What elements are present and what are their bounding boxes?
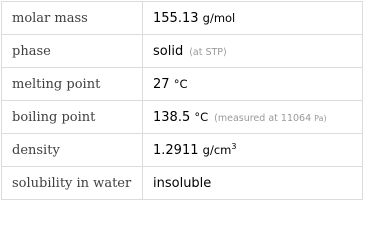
phase-value: solid	[153, 43, 184, 59]
molar-mass-value: 155.13	[153, 10, 199, 26]
row-label: boiling point	[2, 101, 143, 134]
melting-point-value: 27	[153, 76, 170, 92]
row-label: density	[2, 134, 143, 167]
row-value	[143, 167, 363, 200]
table-row	[2, 167, 363, 200]
row-value	[143, 2, 363, 35]
boiling-point-unit: °C	[194, 109, 209, 124]
row-value	[143, 35, 363, 68]
row-value	[143, 68, 363, 101]
table-row	[2, 35, 363, 68]
properties-table	[1, 1, 363, 200]
table-row	[2, 134, 363, 167]
solubility-value: insoluble	[153, 175, 212, 191]
row-value	[143, 101, 363, 134]
boiling-point-value: 138.5	[153, 109, 191, 125]
boiling-point-note-text: (measured at 11064	[214, 112, 312, 124]
row-value	[143, 134, 363, 167]
table-row	[2, 2, 363, 35]
density-unit	[203, 143, 237, 157]
phase-note: (at STP)	[189, 46, 227, 58]
boiling-point-note	[214, 113, 327, 124]
row-label: molar mass	[2, 2, 143, 35]
row-label: melting point	[2, 68, 143, 101]
melting-point-unit: °C	[173, 76, 188, 91]
row-label: solubility in water	[2, 167, 143, 200]
boiling-point-note-unit: Pa)	[314, 113, 327, 123]
table-row	[2, 101, 363, 134]
row-label: phase	[2, 35, 143, 68]
density-value: 1.2911	[153, 142, 199, 158]
density-unit-base: g/cm	[202, 142, 232, 157]
molar-mass-unit: g/mol	[202, 10, 236, 25]
table-row	[2, 68, 363, 101]
density-unit-exponent: 3	[231, 141, 237, 151]
